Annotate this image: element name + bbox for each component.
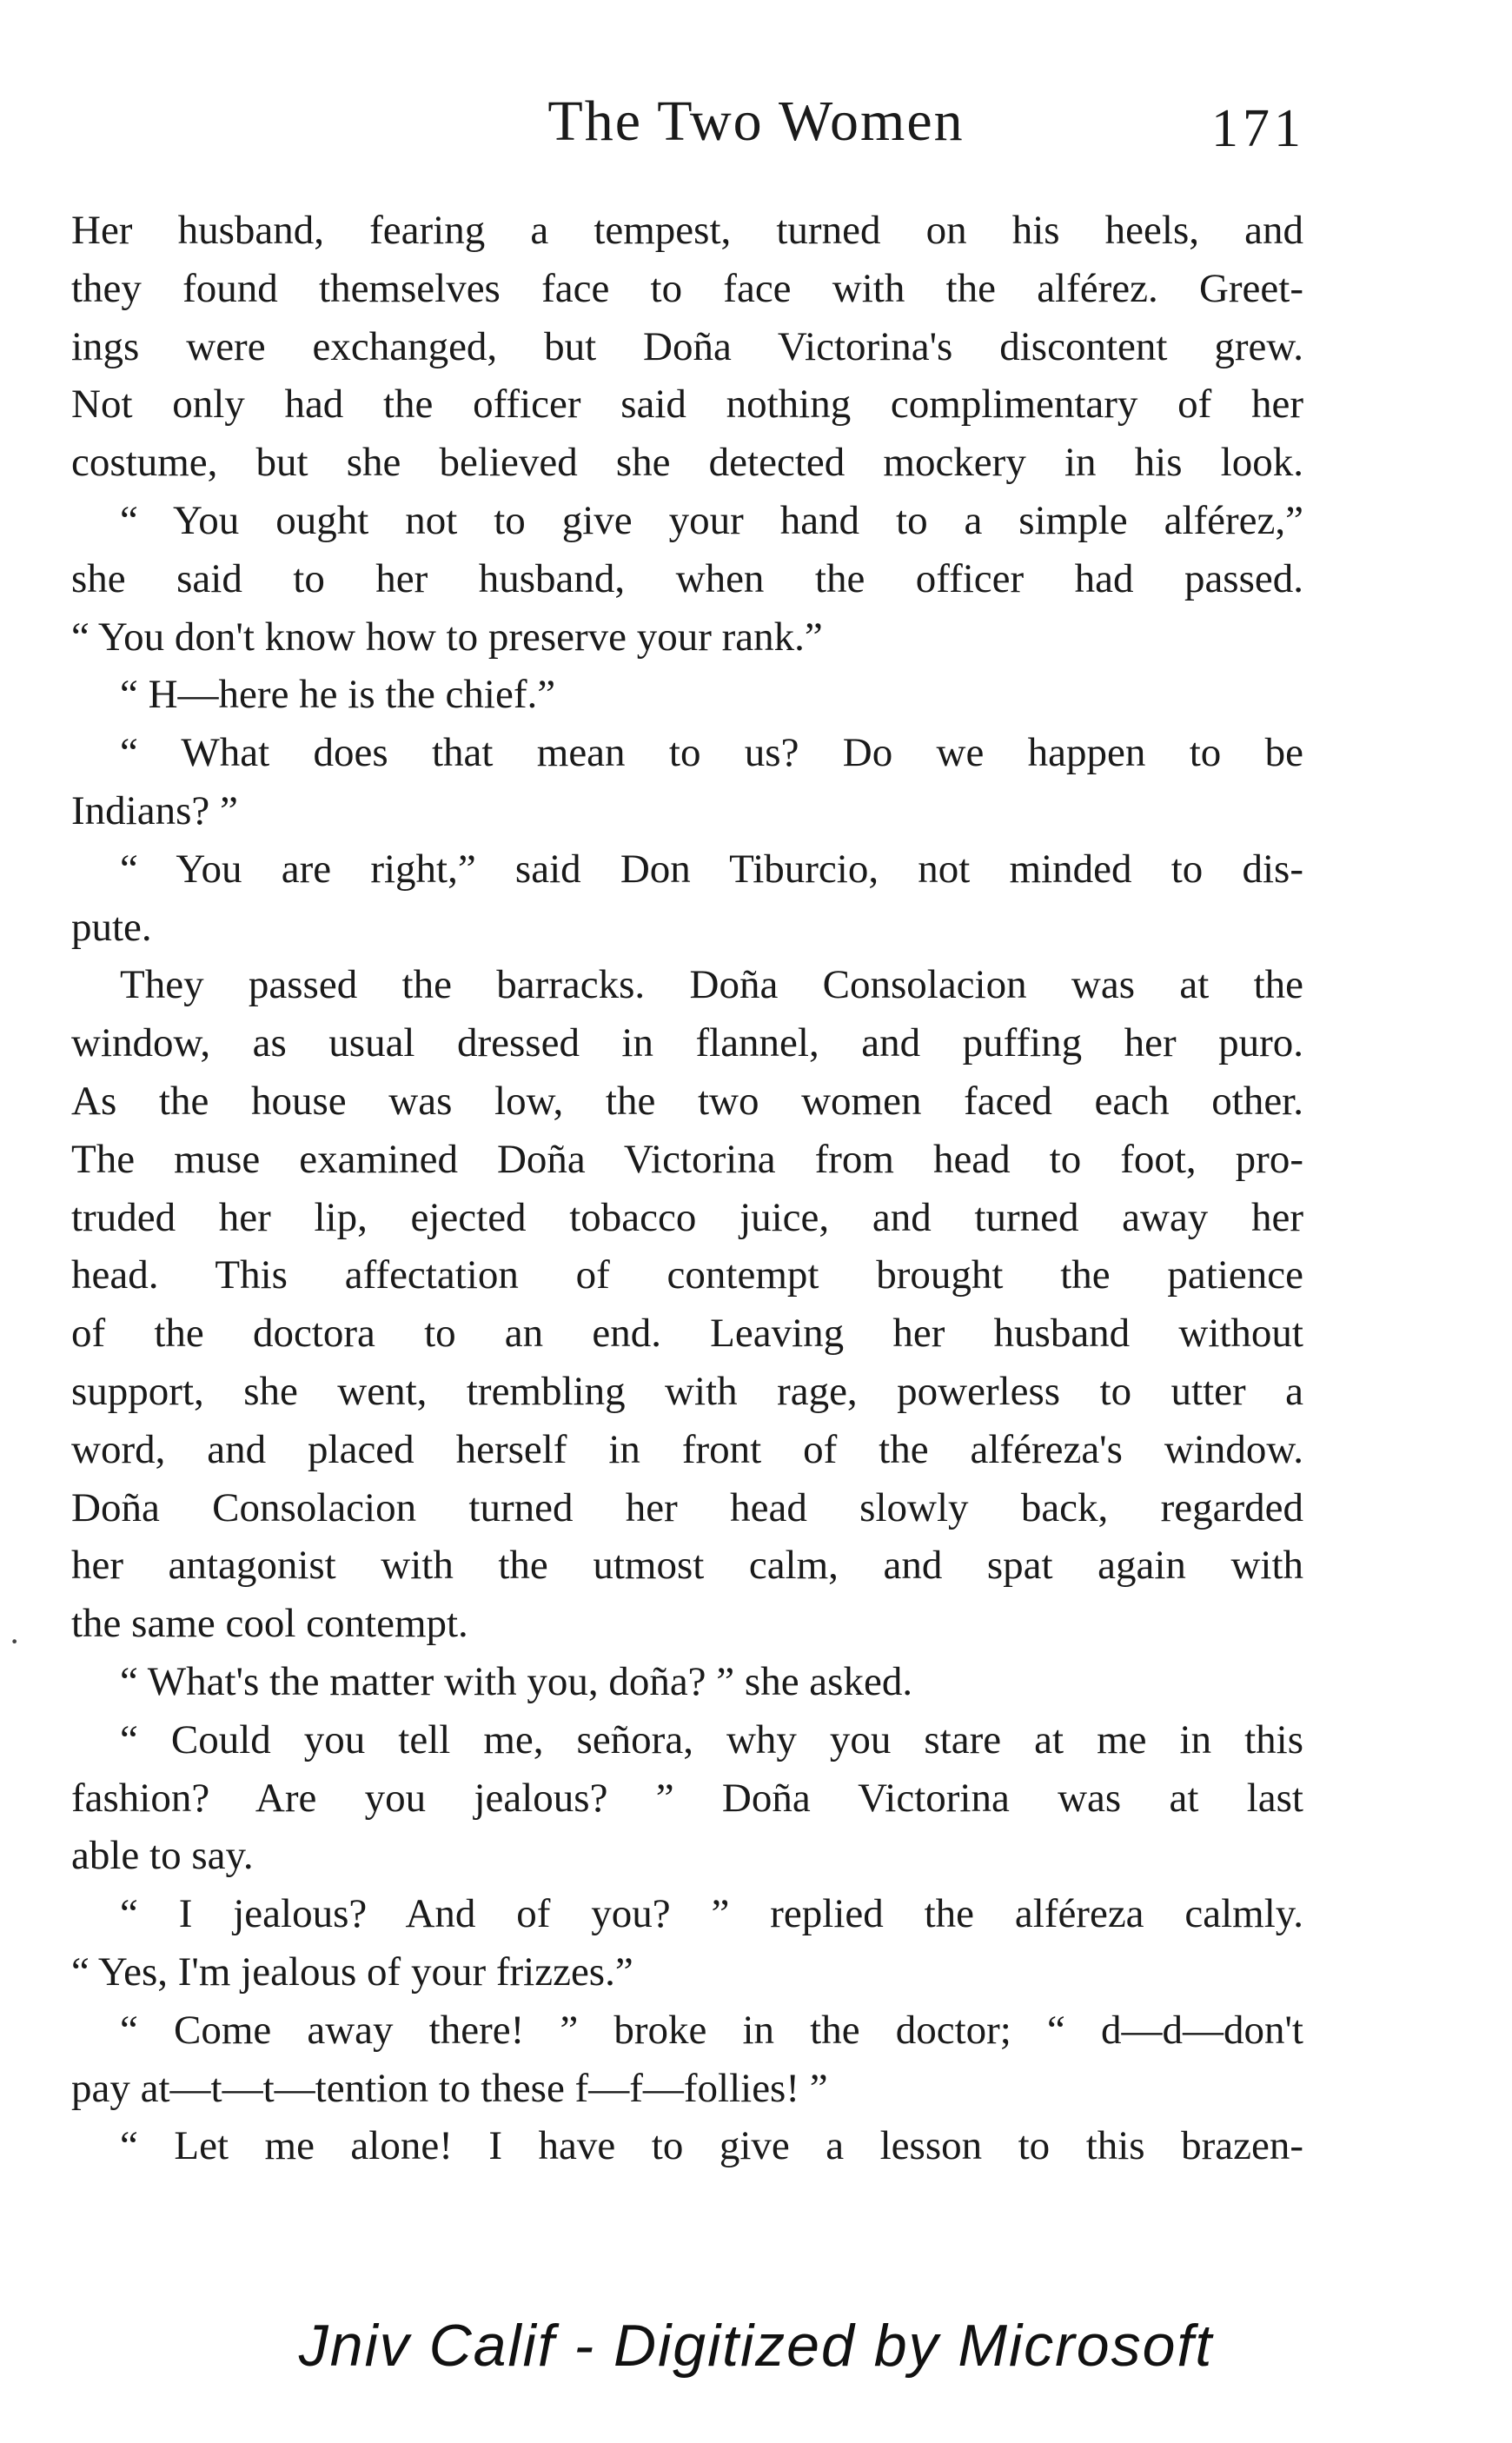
- running-title: The Two Women: [547, 90, 965, 153]
- text-line: Not only had the officer said nothing complimentary of her: [71, 382, 1303, 428]
- margin-mark: ·: [9, 1622, 21, 1661]
- text-line: fashion? Are you jealous? ” Doña Victorina was at last: [71, 1775, 1303, 1821]
- text-line: window, as usual dressed in flannel, and puffing her puro.: [71, 1020, 1303, 1066]
- text-line: “ You ought not to give your hand to a simple alférez,”: [120, 497, 1303, 543]
- text-line: the same cool contempt.: [71, 1601, 468, 1647]
- text-line: they found themselves face to face with the alférez. Greet-: [71, 265, 1303, 311]
- text-line: pay at—t—t—tention to these f—f—follies! ”: [71, 2065, 828, 2111]
- text-line: As the house was low, the two women faced each other.: [71, 1078, 1303, 1124]
- text-line: head. This affectation of contempt brought the patience: [71, 1252, 1303, 1298]
- text-line: truded her lip, ejected tobacco juice, and turned away her: [71, 1194, 1303, 1240]
- text-line: she said to her husband, when the officer had passed.: [71, 555, 1303, 601]
- text-line: word, and placed herself in front of the alféreza's window.: [71, 1426, 1303, 1472]
- text-line: of the doctora to an end. Leaving her husband without: [71, 1311, 1303, 1357]
- text-line: her antagonist with the utmost calm, and spat again with: [71, 1543, 1303, 1589]
- body-text: [71, 202, 1303, 2175]
- text-line: ings were exchanged, but Doña Victorina's discontent grew.: [71, 323, 1303, 369]
- text-line: “ You don't know how to preserve your rank.”: [71, 614, 823, 660]
- running-head: [0, 83, 1512, 161]
- text-line: “ Let me alone! I have to give a lesson to this brazen-: [120, 2123, 1303, 2169]
- text-line: Indians? ”: [71, 787, 238, 833]
- page-number: 171: [1211, 99, 1305, 158]
- digitization-watermark: Jniv Calif - Digitized by Microsoft: [298, 2313, 1214, 2379]
- text-line: The muse examined Doña Victorina from head to foot, pro-: [71, 1136, 1303, 1182]
- text-line: Doña Consolacion turned her head slowly back, regarded: [71, 1484, 1303, 1530]
- text-line: “ You are right,” said Don Tiburcio, not minded to dis-: [120, 846, 1303, 892]
- text-line: “ Could you tell me, señora, why you stare at me in this: [120, 1716, 1303, 1763]
- text-line: costume, but she believed she detected mockery in his look.: [71, 440, 1303, 486]
- text-line: “ What does that mean to us? Do we happen to be: [120, 730, 1303, 776]
- text-line: Her husband, fearing a tempest, turned on his heels, and: [71, 208, 1303, 253]
- text-line: support, she went, trembling with rage, powerless to utter a: [71, 1368, 1303, 1414]
- text-line: able to say.: [71, 1833, 254, 1879]
- text-line: They passed the barracks. Doña Consolacion was at the: [120, 962, 1303, 1008]
- text-line: pute.: [71, 904, 152, 950]
- text-line: “ I jealous? And of you? ” replied the alféreza calmly.: [120, 1891, 1303, 1937]
- text-line: “ What's the matter with you, doña? ” she asked.: [120, 1658, 913, 1704]
- text-line: “ Come away there! ” broke in the doctor; “ d—d—don't: [120, 2007, 1303, 2053]
- text-line: “ Yes, I'm jealous of your frizzes.”: [71, 1948, 633, 1995]
- text-line: “ H—here he is the chief.”: [120, 672, 556, 718]
